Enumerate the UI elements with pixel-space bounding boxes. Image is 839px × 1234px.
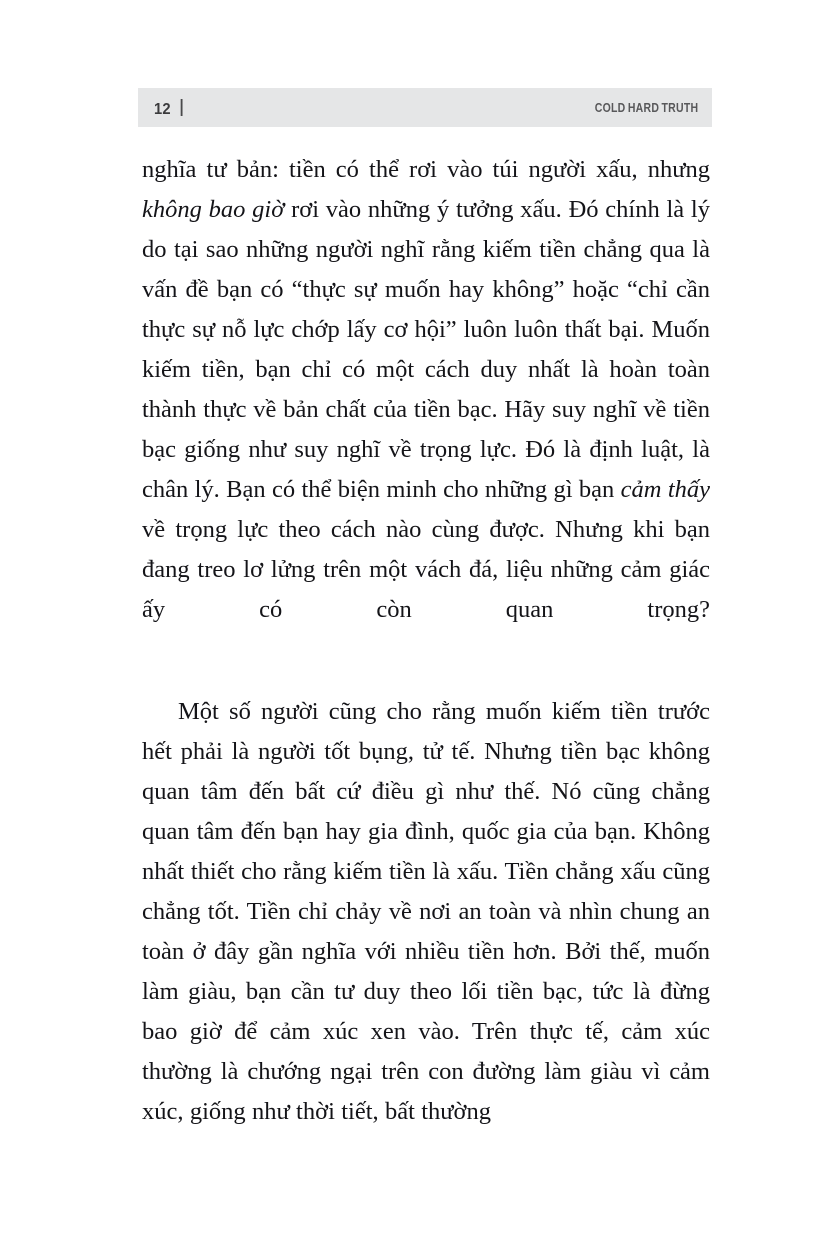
folio-separator-rule bbox=[181, 99, 183, 116]
paragraph-gap bbox=[142, 670, 710, 692]
paragraph bbox=[142, 150, 710, 670]
running-title: COLD HARD TRUTH bbox=[594, 100, 698, 115]
text-run: Một số người cũng cho rằng muốn kiếm tiền trước hết phải là người tốt bụng, tử tế. Nhưng tiền bạc không quan tâm đến bất cứ điều gì như thế. Nó cũng chẳng quan tâm đến bạn hay gia đình, quốc gia của bạn. Không nhất thiết cho rằng kiếm tiền là xấu. Tiền chẳng xấu cũng chẳng tốt. Tiền chỉ chảy về nơi an toàn và nhìn chung an toàn ở đây gần nghĩa với nhiều tiền hơn. Bởi thế, muốn làm giàu, bạn cần tư duy theo lối tiền bạc, tức là đừng bao giờ để cảm xúc xen vào. Trên thực tế, cảm xúc thường là chướng ngại trên con đường làm giàu vì cảm xúc, giống như thời tiết, bất thường bbox=[142, 698, 710, 1125]
running-header bbox=[138, 88, 712, 127]
text-run: nghĩa tư bản: tiền có thể rơi vào túi người xấu, nhưng bbox=[142, 156, 710, 183]
page-number: 12 bbox=[154, 100, 171, 118]
paragraph bbox=[142, 692, 710, 1132]
body-text-block bbox=[142, 150, 710, 1132]
text-run: rơi vào những ý tưởng xấu. Đó chính là lý do tại sao những người nghĩ rằng kiếm tiền chẳng qua là vấn đề bạn có “thực sự muốn hay không” hoặc “chỉ cần thực sự nỗ lực chớp lấy cơ hội” luôn luôn thất bại. Muốn kiếm tiền, bạn chỉ có một cách duy nhất là hoàn toàn thành thực về bản chất của tiền bạc. Hãy suy nghĩ về tiền bạc giống như suy nghĩ về trọng lực. Đó là định luật, là chân lý. Bạn có thể biện minh cho những gì bạn bbox=[142, 196, 710, 503]
text-run: về trọng lực theo cách nào cùng được. Nhưng khi bạn đang treo lơ lửng trên một vách đá, liệu những cảm giác ấy có còn quan trọng? bbox=[142, 516, 710, 623]
emphasis-run: cảm thấy bbox=[620, 476, 711, 503]
emphasis-run: không bao giờ bbox=[142, 196, 285, 223]
folio bbox=[154, 97, 183, 119]
